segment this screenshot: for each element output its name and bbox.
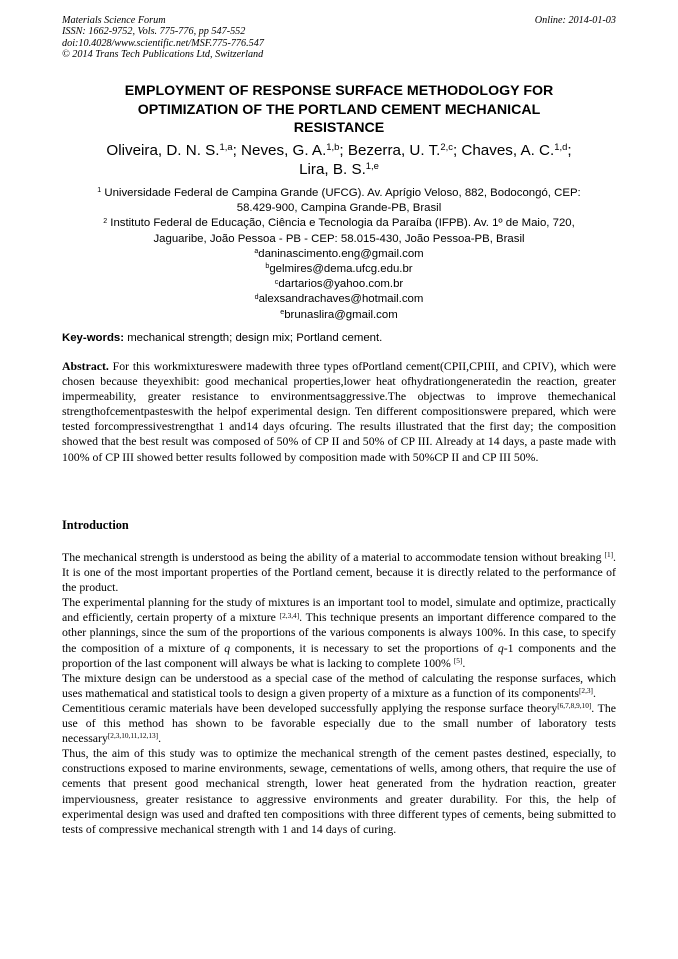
citation-ref: [5] [453, 656, 463, 665]
intro-paragraph-1 [62, 550, 616, 595]
affiliation-2-text: Instituto Federal de Educação, Ciência e Tecnologia da Paraíba (IFPB). Av. 1º de Maio, 720, [107, 217, 575, 230]
intro-paragraph-4 [62, 701, 616, 746]
email-a-address[interactable]: daninascimento.eng@gmail.com [258, 247, 424, 260]
email-d[interactable] [62, 292, 616, 307]
intro-p3-text-b: . [592, 685, 596, 700]
intro-paragraph-3 [62, 671, 616, 701]
keywords-label: Key-words: [62, 332, 125, 344]
email-e[interactable] [62, 308, 616, 323]
affiliation-2-sup: 2 [103, 217, 108, 225]
title-line-3: RESISTANCE [293, 120, 385, 136]
citation-ref: [2,3] [578, 686, 593, 696]
paper-title [62, 82, 616, 138]
author-lira-sup: 1,e [365, 160, 379, 172]
online-date: Online: 2014-01-03 [534, 15, 616, 26]
email-a-sup: a [254, 248, 259, 256]
author-chaves-sup: 1,d [554, 141, 568, 153]
issn-line: ISSN: 1662-9752, Vols. 775-776, pp 547-552 [62, 26, 246, 38]
email-c-sup: c [274, 278, 279, 286]
email-d-sup: d [254, 293, 259, 301]
affiliation-1-text: Universidade Federal de Campina Grande (UFCG). Av. Aprígio Veloso, 882, Bodocongó, CEP: [101, 187, 581, 199]
doi-line[interactable]: doi:10.4028/www.scientific.net/MSF.775-776.547 [62, 37, 264, 49]
journal-name: Materials Science Forum [62, 15, 166, 26]
email-e-sup: e [280, 309, 285, 317]
intro-p2-text-d: -1 components and the proportion of the last component will always be what is lacking to complete 100% [62, 640, 616, 670]
abstract-paragraph [62, 359, 616, 465]
affiliation-1-line-2: 58.429-900, Campina Grande-PB, Brasil [236, 202, 442, 215]
author-lira: Lira, B. S. [299, 161, 366, 178]
intro-p2-text-a: The experimental planning for the study of mixtures is an important tool to model, simulate and optimize, practically and efficiently, certain property of a mixture [62, 595, 616, 625]
email-e-address[interactable]: brunaslira@gmail.com [284, 308, 398, 321]
email-b-address[interactable]: gelmires@dema.ufcg.edu.br [269, 263, 413, 276]
authors-line-2 [62, 160, 616, 179]
author-bezerra: ; Bezerra, U. T. [339, 142, 441, 159]
abstract [62, 359, 616, 465]
citation-ref: [6,7,8,9,10] [557, 701, 592, 711]
journal-header [62, 15, 616, 61]
citation-ref: [2,3,10,11,12,13] [107, 731, 159, 741]
intro-p1-text-a: The mechanical strength is understood as being the ability of a material to accommodate tension without breaking [62, 550, 605, 564]
affiliations [62, 186, 616, 323]
email-b[interactable] [62, 262, 616, 277]
affiliation-1-line-1 [62, 186, 616, 201]
abstract-label: Abstract. [62, 359, 109, 373]
intro-p1-text-b: . It is one of the most important properties of the Portland cement, because it is directly related to the performance of the product. [62, 550, 616, 595]
citation-ref: [1] [604, 550, 614, 560]
variable-q: q [497, 640, 504, 655]
abstract-text: For this workmixtureswere madewith three types ofPortland cement(CPII,CPIII, and CPIV), which were chosen because theyexhibit: good mechanical properties,lower heat ofhydrationgeneratedin the reaction, greater impermeability, greater resistance to environmentsaggressive.The objectwas to improve themechanical strengthofcementpasteswith the helpof experimental design. Ten different compositionswere prepared, which were tested forcompressivestrengthat 1 and14 days ofcuring. The results illustrated that the first day; the composition showed that the best result was composed of 50% of CP II and 50% of CP III. Already at 14 days, a paste made with 100% of CP III showed better results followed by composition made with 50%CP II and CP III 50%. [62, 359, 616, 464]
intro-p3-text-a: The mixture design can be understood as a special case of the method of calculating the response surfaces, which uses mathematical and statistical tools to design a given property of a mixture as a function of its components [62, 670, 616, 700]
title-line-2: OPTIMIZATION OF THE PORTLAND CEMENT MECHANICAL [137, 101, 541, 118]
introduction-heading: Introduction [62, 518, 129, 532]
affiliation-2-line-2: Jaguaribe, João Pessoa - PB - CEP: 58.015-430, João Pessoa-PB, Brasil [153, 232, 525, 245]
email-c[interactable] [62, 277, 616, 292]
intro-p2-text-e: . [462, 655, 466, 670]
introduction-body [62, 550, 616, 837]
author-oliveira-sup: 1,a [219, 141, 233, 153]
author-oliveira: Oliveira, D. N. S. [106, 142, 220, 159]
affiliation-2-line-1 [62, 216, 616, 231]
intro-p2-text-c: components, it is necessary to set the proportions of [230, 640, 498, 655]
email-a[interactable] [62, 247, 616, 262]
variable-q: q [224, 640, 231, 655]
copyright-line: © 2014 Trans Tech Publications Ltd, Switzerland [62, 49, 264, 61]
author-chaves: ; Chaves, A. C. [452, 142, 555, 159]
intro-p2-text-b: . This technique presents an important difference compared to the other plannings, since the sum of the proportions of the various components is always 100%. In this case, to specify the composition of a mixture of [62, 610, 616, 655]
email-c-address[interactable]: dartarios@yahoo.com.br [278, 278, 404, 291]
intro-p4-text-c: . [158, 731, 162, 746]
author-separator: ; [567, 142, 572, 159]
authors-line-1 [62, 141, 616, 160]
keywords-text: mechanical strength; design mix; Portland cement. [124, 332, 383, 344]
email-b-sup: b [265, 263, 270, 271]
intro-p4-text-a: Cementitious ceramic materials have been developed successfully applying the response surface theory [62, 700, 558, 715]
email-d-address[interactable]: alexsandrachaves@hotmail.com [258, 293, 424, 306]
affiliation-1-sup: 1 [97, 187, 102, 195]
author-neves-sup: 1,b [326, 141, 340, 153]
author-neves: ; Neves, G. A. [232, 142, 327, 159]
citation-ref: [2,3,4] [279, 610, 300, 620]
intro-paragraph-5: Thus, the aim of this study was to optimize the mechanical strength of the cement pastes destined, especially, to constructions exposed to marine environments, sewage, cementations of wells, among others, that require the use of cements that present good mechanical strength, lower heat generated from the hydration reaction, greater imperviousness, greater resistance to aggressive environments and greater durability. For this, the help of experimental design was used and drafted ten compositions with three different types of cements, being submitted to tests of compressive mechanical strength with 1 and 14 days of curing. [62, 746, 616, 836]
title-line-1: EMPLOYMENT OF RESPONSE SURFACE METHODOLOGY FOR [124, 83, 554, 99]
intro-paragraph-2 [62, 595, 616, 670]
author-list [62, 141, 616, 179]
author-bezerra-sup: 2,c [440, 141, 453, 153]
intro-p4-text-b: . The use of this method has shown to be favorable especially due to the small number of laboratory tests necessary [62, 700, 616, 746]
keywords [62, 331, 616, 346]
